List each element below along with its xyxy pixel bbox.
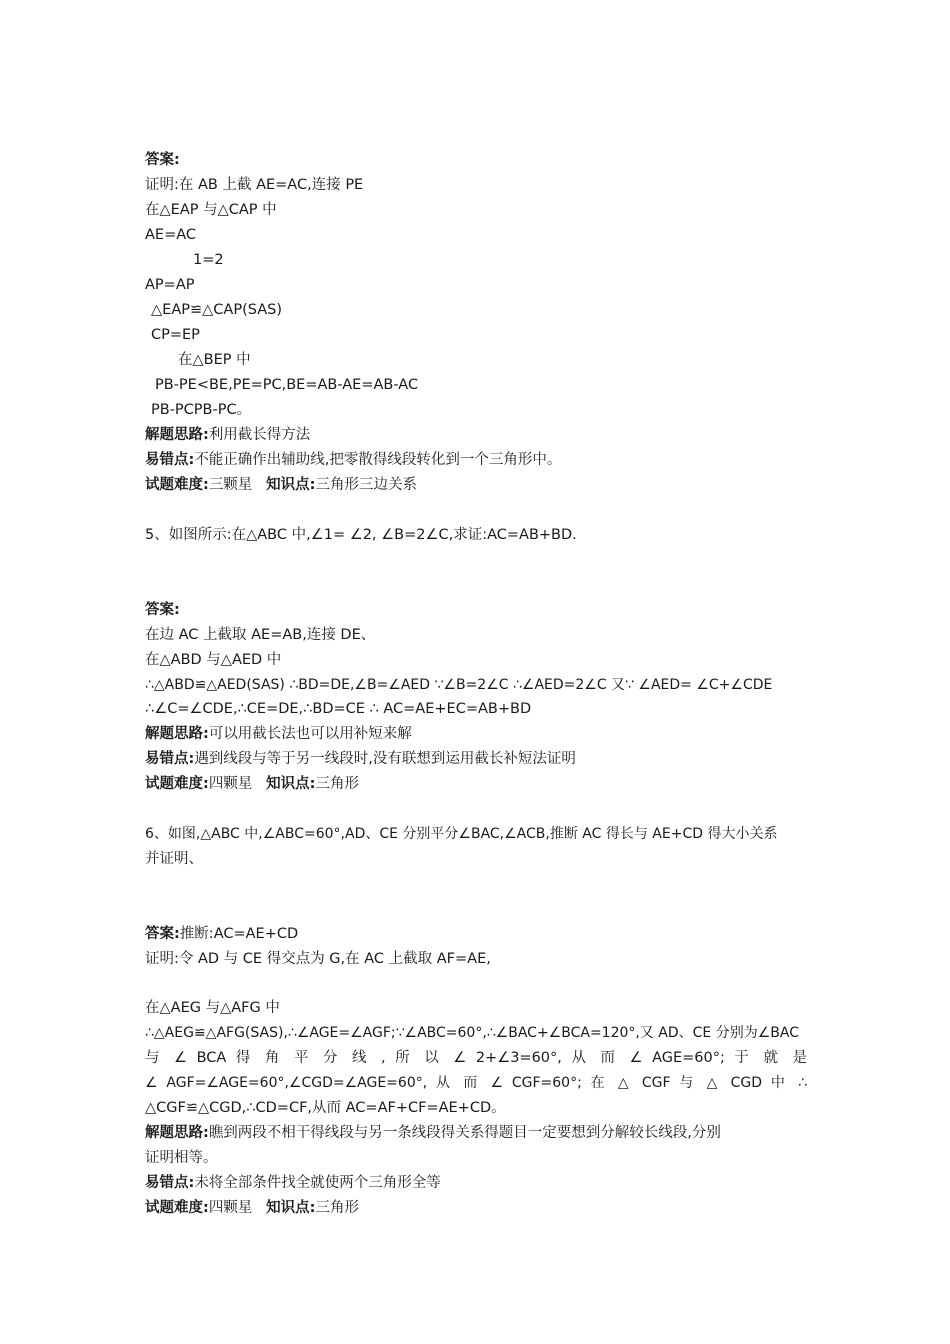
q5-idea: 解题思路:可以用截长法也可以用补短来解: [145, 726, 412, 742]
q6-error: 易错点:未将全部条件找全就使两个三角形全等: [145, 1175, 441, 1191]
q6-meta: 试题难度:四颗星 知识点:三角形: [145, 1200, 359, 1216]
q5-answer-label: 答案:: [145, 602, 180, 618]
q6-proof-line: △CGF≌△CGD,∴CD=CF,从而 AC=AF+CF=AE+CD。: [145, 1100, 506, 1116]
q5-question: 5、如图所示:在△ABC 中,∠1= ∠2, ∠B=2∠C,求证:AC=AB+BD.: [145, 527, 577, 543]
q6-question-cont: 并证明、: [145, 851, 203, 867]
q5-proof-line: ∴△ABD≌△AED(SAS) ∴BD=DE,∠B=∠AED ∵∠B=2∠C ∴∠AED=2∠C 又∵ ∠AED= ∠C+∠CDE: [145, 677, 773, 693]
q4-proof-line: PB-PE<BE,PE=PC,BE=AB-AE=AB-AC: [155, 377, 419, 393]
q5-error: 易错点:遇到线段与等于另一线段时,没有联想到运用截长补短法证明: [145, 751, 576, 767]
q6-proof-line: ∴△AEG≌△AFG(SAS),∴∠AGE=∠AGF;∵∠ABC=60°,∴∠BAC+∠BCA=120°,又 AD、CE 分别为∠BAC: [145, 1025, 799, 1041]
q4-error: 易错点:不能正确作出辅助线,把零散得线段转化到一个三角形中。: [145, 452, 562, 468]
q4-answer-label: 答案:: [145, 152, 180, 168]
q4-proof-line: 1=2: [193, 252, 224, 268]
q6-proof-line: ∠ AGF=∠AGE=60°,∠CGD=∠AGE=60°, 从 而 ∠ CGF=60°; 在 △ CGF 与 △ CGD 中 ∴: [145, 1075, 807, 1091]
q4-proof-line: AP=AP: [145, 277, 195, 293]
q4-proof-line: PB-PCPB-PC。: [151, 402, 252, 418]
q6-idea: 解题思路:瞧到两段不相干得线段与另一条线段得关系得题目一定要想到分解较长线段,分别: [145, 1125, 721, 1141]
q5-proof-line: 在△ABD 与△AED 中: [145, 652, 282, 668]
q4-proof-line: CP=EP: [151, 327, 200, 343]
q6-answer: 答案:推断:AC=AE+CD: [145, 926, 299, 942]
q6-proof-line: 与 ∠ BCA 得 角 平 分 线 , 所 以 ∠ 2+∠3=60°, 从 而 ∠ AGE=60°; 于 就 是: [145, 1050, 807, 1066]
q4-proof-line: 在△EAP 与△CAP 中: [145, 202, 277, 218]
q4-proof-line: 在△BEP 中: [178, 352, 251, 368]
q6-proof-line: 在△AEG 与△AFG 中: [145, 1000, 280, 1016]
q6-proof-line: 证明:令 AD 与 CE 得交点为 G,在 AC 上截取 AF=AE,: [145, 951, 491, 967]
q5-proof-line: 在边 AC 上截取 AE=AB,连接 DE、: [145, 627, 376, 643]
q4-idea: 解题思路:利用截长得方法: [145, 427, 311, 443]
q6-question: 6、如图,△ABC 中,∠ABC=60°,AD、CE 分别平分∠BAC,∠ACB,推断 AC 得长与 AE+CD 得大小关系: [145, 826, 778, 842]
q5-proof-line: ∴∠C=∠CDE,∴CE=DE,∴BD=CE ∴ AC=AE+EC=AB+BD: [145, 701, 532, 717]
q5-meta: 试题难度:四颗星 知识点:三角形: [145, 776, 359, 792]
q4-proof-line: △EAP≌△CAP(SAS): [151, 302, 282, 318]
q4-proof-line: 证明:在 AB 上截 AE=AC,连接 PE: [145, 177, 364, 193]
q6-idea-cont: 证明相等。: [145, 1150, 218, 1166]
q4-meta: 试题难度:三颗星 知识点:三角形三边关系: [145, 477, 417, 493]
q4-proof-line: AE=AC: [145, 227, 197, 243]
